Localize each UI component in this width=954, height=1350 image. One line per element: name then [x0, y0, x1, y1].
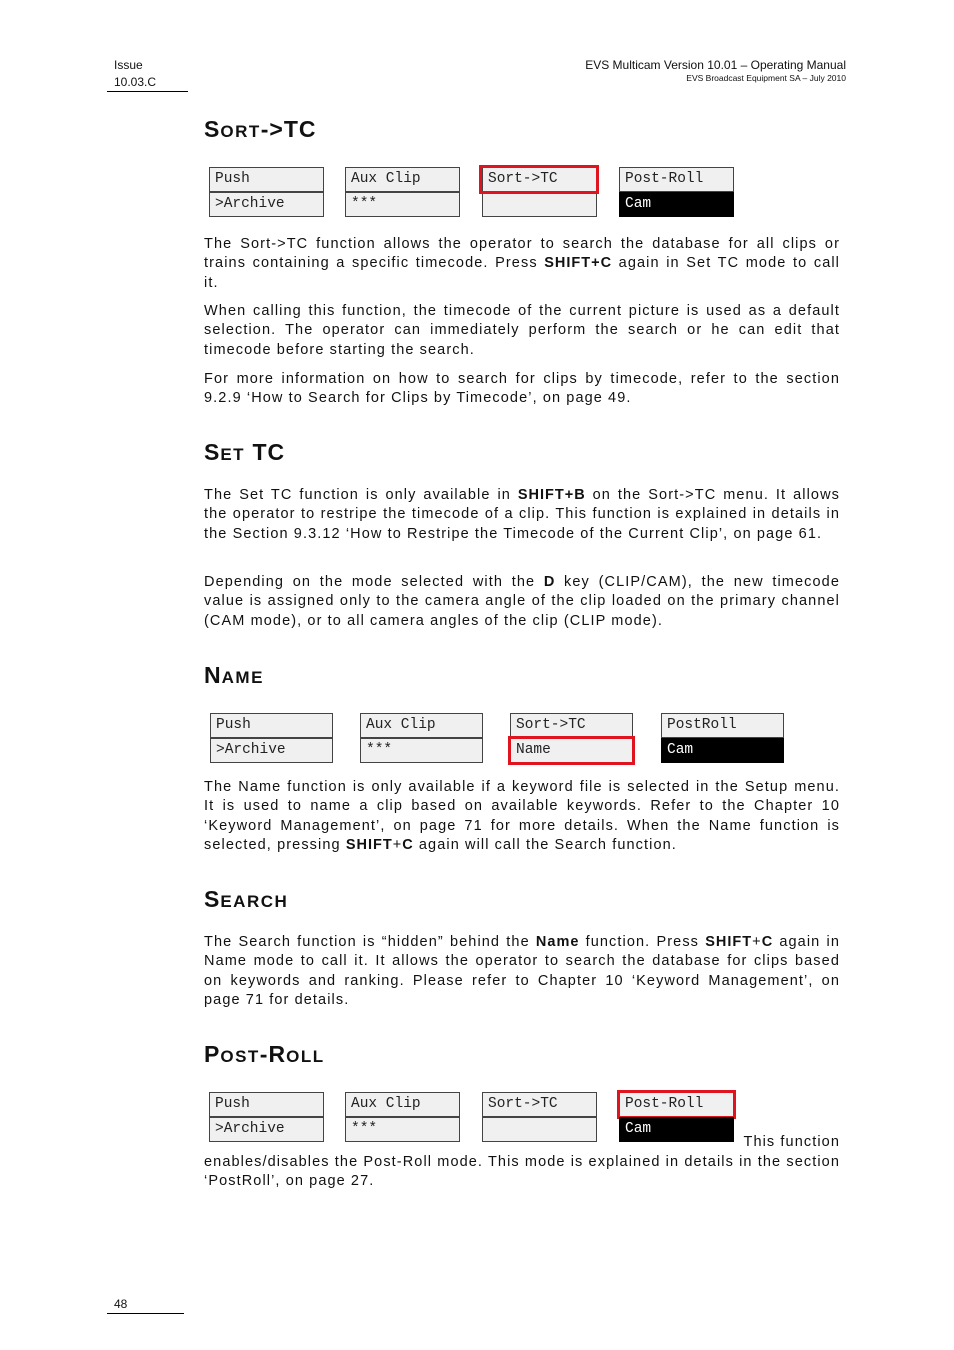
section-title-post-roll: POST-ROLL — [204, 1041, 325, 1067]
softkey-cam: Cam — [661, 738, 784, 763]
section-title-search: SEARCH — [204, 886, 289, 912]
footer-rule — [107, 1313, 184, 1314]
softkey-cam: Cam — [619, 192, 734, 217]
softkey-sort-tc: Sort->TC — [482, 1092, 597, 1117]
softkey-sort-tc: Sort->TC — [510, 713, 633, 738]
set-tc-paragraph-1: The Set TC function is only available in SHIFT+B on the Sort->TC menu. It allows the operator to restripe the timecode of a clip. This function is explained in details in the Section 9.3.12 ‘How to Restripe the Timecode of the Current Clip’, on page 61. — [204, 487, 840, 542]
softkey-aux-clip: Aux Clip — [360, 713, 483, 738]
header-rule-left — [107, 91, 188, 92]
softkey-aux-clip: Aux Clip — [345, 167, 460, 192]
softkey-push: Push — [209, 167, 324, 192]
softkey-post-roll: Post-Roll — [619, 1092, 734, 1117]
softkey-stars: *** — [345, 192, 460, 217]
softkey-aux-clip: Aux Clip — [345, 1092, 460, 1117]
sort-tc-paragraph-3: For more information on how to search for clips by timecode, refer to the section 9.2.9 ‘How to Search for Clips by Timecode’, on page 49. — [204, 371, 840, 407]
softkey-archive: >Archive — [210, 738, 333, 763]
softkey-cam: Cam — [619, 1117, 734, 1142]
sort-tc-paragraph-1: The Sort->TC function allows the operator to search the database for all clips or trains containing a specific timecode. Press SHIFT+C again in Set TC mode to call it. — [204, 236, 840, 291]
highlight-frame — [479, 165, 599, 194]
section-title-set-tc: SET TC — [204, 439, 286, 465]
softkey-archive: >Archive — [209, 192, 324, 217]
set-tc-paragraph-2: Depending on the mode selected with the D key (CLIP/CAM), the new timecode value is assigned only to the camera angle of the clip loaded on the primary channel (CAM mode), or to all camera angles of the clip (CLIP mode). — [204, 574, 840, 629]
sort-tc-paragraph-2: When calling this function, the timecode of the current picture is used as a default selection. The operator can immediately perform the search or he can edit that timecode before starting the search. — [204, 303, 840, 358]
issue-number: 10.03.C — [114, 75, 157, 89]
section-title-name: NAME — [204, 662, 264, 688]
softkey-stars: *** — [345, 1117, 460, 1142]
page-number: 48 — [114, 1297, 128, 1311]
search-paragraph-1: The Search function is “hidden” behind the Name function. Press SHIFT+C again in Name mode to call it. It allows the operator to search the database for clips based on keywords and ranking. Please refer to Chapter 10 ‘Keyword Management’, on page 71 for details. — [204, 934, 840, 1008]
post-roll-paragraph-1: enables/disables the Post-Roll mode. This mode is explained in details in the section ‘PostRoll’, on page 27. — [204, 1154, 840, 1190]
name-paragraph-1: The Name function is only available if a keyword file is selected in the Setup menu. It is used to name a clip based on available keywords. Refer to the Chapter 10 ‘Keyword Management’, on page 71 for more details. When the Name function is selected, pressing SHIFT+C again will call the Search function. — [204, 779, 840, 853]
softkey-stars: *** — [360, 738, 483, 763]
softkey-archive: >Archive — [209, 1117, 324, 1142]
softkey-name: Name — [510, 738, 633, 763]
softkey-post-roll: PostRoll — [661, 713, 784, 738]
softkey-empty — [482, 192, 597, 217]
softkey-push: Push — [209, 1092, 324, 1117]
section-title-sort-tc: SORT->TC — [204, 116, 317, 142]
softkey-post-roll: Post-Roll — [619, 167, 734, 192]
softkey-push: Push — [210, 713, 333, 738]
softkey-sort-tc: Sort->TC — [482, 167, 597, 192]
softkey-empty — [482, 1117, 597, 1142]
manual-title: EVS Multicam Version 10.01 – Operating Manual — [585, 58, 846, 72]
highlight-frame — [617, 1090, 736, 1119]
issue-label: Issue — [114, 58, 143, 72]
highlight-frame — [508, 736, 635, 765]
publisher: EVS Broadcast Equipment SA – July 2010 — [686, 73, 846, 83]
post-roll-inline-text: This function — [743, 1134, 840, 1150]
